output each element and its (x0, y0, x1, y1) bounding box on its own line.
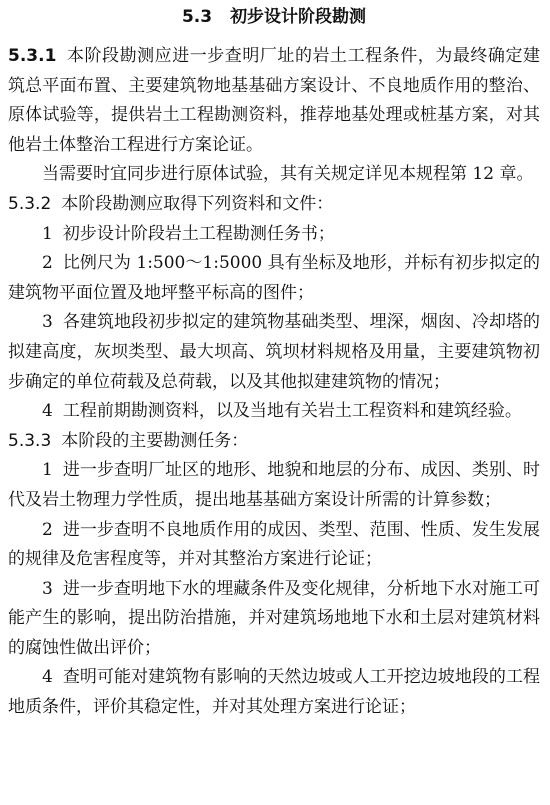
list-item (8, 663, 540, 722)
list-item (8, 575, 540, 664)
item-text: 各建筑地段初步拟定的建筑物基础类型、埋深，烟囱、冷却塔的拟建高度，灰坝类型、最大坝高、筑坝材料规格及用量，主要建筑物初步确定的单位荷载及总荷载，以及其他拟建建筑物的情况； (8, 312, 540, 392)
item-number: 1 (42, 223, 53, 244)
clause-text: 本阶段勘测应进一步查明厂址的岩土工程条件，为最终确定建筑总平面布置、主要建筑物地基基础方案设计、不良地质作用的整治、原体试验等，提供岩土工程勘测资料，推荐地基处理或桩基方案，对其他岩土体整治工程进行方案论证。 (8, 46, 540, 155)
clause-5-3-2 (8, 190, 540, 220)
list-item (8, 220, 540, 250)
item-number: 2 (42, 519, 53, 540)
item-text: 进一步查明不良地质作用的成因、类型、范围、性质、发生发展的规律及危害程度等，并对其整治方案进行论证； (8, 519, 540, 570)
section-heading (8, 6, 540, 28)
clause-number: 5.3.3 (8, 430, 52, 451)
item-number: 1 (42, 460, 53, 481)
item-number: 3 (42, 312, 53, 333)
clause-number: 5.3.2 (8, 193, 52, 214)
section-number: 5.3 (181, 7, 213, 27)
item-text: 进一步查明地下水的埋藏条件及变化规律，分析地下水对施工可能产生的影响，提出防治措施，并对建筑场地地下水和土层对建筑材料的腐蚀性做出评价； (8, 578, 540, 658)
item-number: 2 (42, 253, 53, 274)
item-text: 初步设计阶段岩土工程勘测任务书； (62, 223, 335, 244)
list-item (8, 249, 540, 308)
list-item (8, 308, 540, 397)
item-number: 3 (42, 578, 53, 599)
item-number: 4 (42, 667, 53, 688)
item-text: 比例尺为 1:500～1:5000 具有坐标及地形，并标有初步拟定的建筑物平面位置及地坪整平标高的图件； (8, 253, 540, 303)
clause-5-3-1-paragraph-2: 当需要时宜同步进行原体试验，其有关规定详见本规程第 12 章。 (42, 164, 534, 185)
item-text: 工程前期勘测资料，以及当地有关岩土工程资料和建筑经验。 (62, 401, 522, 422)
clause-5-3-1 (8, 42, 540, 160)
clause-intro: 本阶段勘测应取得下列资料和文件： (61, 193, 334, 214)
list-item (8, 456, 540, 515)
item-number: 4 (42, 401, 53, 422)
clause-number: 5.3.1 (8, 46, 57, 66)
item-text: 进一步查明厂址区的地形、地貌和地层的分布、成因、类别、时代及岩土物理力学性质，提出地基基础方案设计所需的计算参数； (8, 460, 540, 510)
list-item (8, 397, 540, 427)
item-text: 查明可能对建筑物有影响的天然边坡或人工开挖边坡地段的工程地质条件，评价其稳定性，并对其处理方案进行论证； (8, 667, 540, 718)
section-title: 初步设计阶段勘测 (230, 7, 367, 27)
list-item (8, 516, 540, 575)
clause-intro: 本阶段的主要勘测任务： (61, 430, 249, 451)
clause-5-3-3 (8, 427, 540, 457)
